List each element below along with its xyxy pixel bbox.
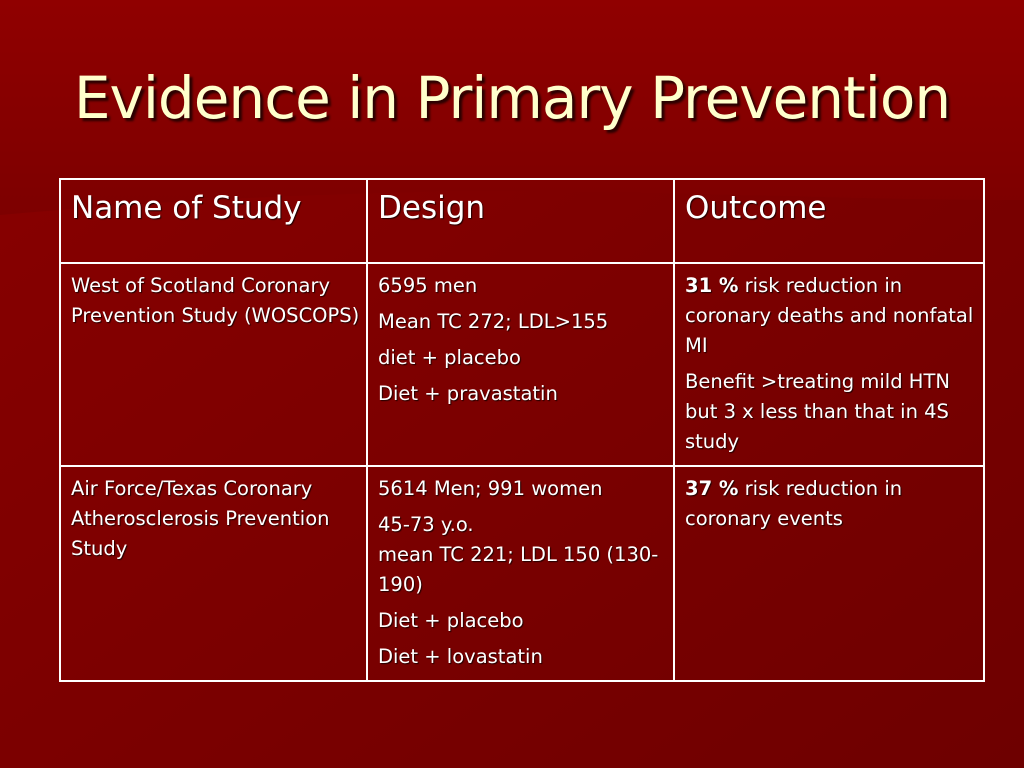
risk-reduction-percent: 31 % xyxy=(685,274,739,297)
design-cell xyxy=(367,466,674,681)
outcome-line xyxy=(685,367,977,457)
study-name-cell xyxy=(60,263,367,466)
design-line: diet + placebo xyxy=(378,346,521,369)
table-header-row xyxy=(60,179,984,263)
table-row xyxy=(60,263,984,466)
risk-reduction-percent: 37 % xyxy=(685,477,739,500)
outcome-cell xyxy=(674,263,984,466)
outcome-line xyxy=(685,474,977,534)
header-outcome: Outcome xyxy=(674,179,984,263)
outcome-text: Benefit >treating mild HTN but 3 x less than that in 4S study xyxy=(685,370,950,453)
outcome-text: risk reduction in coronary events xyxy=(685,477,903,530)
outcome-cell xyxy=(674,466,984,681)
design-line: Diet + lovastatin xyxy=(378,645,543,668)
design-line: Diet + placebo xyxy=(378,609,524,632)
design-line: 45-73 y.o. mean TC 221; LDL 150 (130-190) xyxy=(378,513,659,596)
design-cell xyxy=(367,263,674,466)
design-line: Diet + pravastatin xyxy=(378,382,558,405)
study-table xyxy=(59,178,985,682)
slide-title: Evidence in Primary Prevention xyxy=(73,64,951,132)
study-name-cell xyxy=(60,466,367,681)
design-line: 5614 Men; 991 women xyxy=(378,477,603,500)
table-row xyxy=(60,466,984,681)
design-line: 6595 men xyxy=(378,274,478,297)
header-name-of-study: Name of Study xyxy=(60,179,367,263)
study-name: West of Scotland Coronary Prevention Study (WOSCOPS) xyxy=(71,274,360,327)
header-design: Design xyxy=(367,179,674,263)
study-name: Air Force/Texas Coronary Atherosclerosis Prevention Study xyxy=(71,477,330,560)
outcome-line xyxy=(685,271,977,361)
design-line: Mean TC 272; LDL>155 xyxy=(378,310,609,333)
outcome-text: risk reduction in coronary deaths and nonfatal MI xyxy=(685,274,974,357)
